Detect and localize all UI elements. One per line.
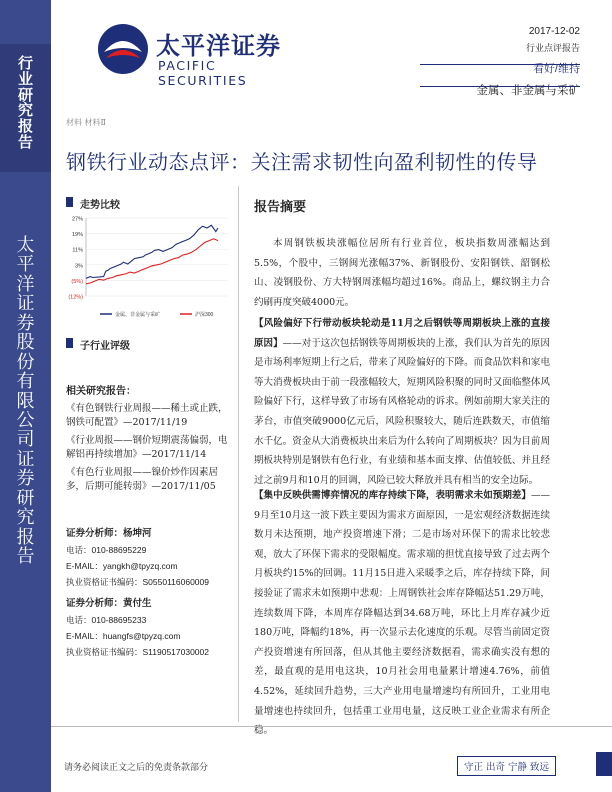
- vertical-char: 司: [16, 429, 35, 451]
- chart-ytick-label: (12%): [68, 294, 83, 301]
- vertical-char: 研: [17, 85, 33, 104]
- vertical-char: 究: [17, 101, 33, 120]
- breadcrumb: 材料 材料Ⅱ: [66, 118, 106, 127]
- related-report-item: 《行业周报——钢价短期震荡偏弱，电解铝再持续增加》—2017/11/14: [66, 435, 228, 460]
- paragraph-2-heading: 【风险偏好下行带动板块轮动是11月之后钢铁等周期板块上涨的直接原因】: [254, 318, 550, 349]
- report-date: 2017-12-02: [528, 26, 580, 37]
- vertical-char: 券: [16, 312, 35, 334]
- footer-disclaimer: 请务必阅读正文之后的免责条款部分: [64, 763, 209, 773]
- vertical-char: 研: [16, 487, 35, 509]
- paragraph-2-body: ——对于这次包括钢铁等周期板块的上涨，我们认为首先的原因是市场利率短期上行之后，带来了风险偏好的下降。而食品饮料和家电等大消费板块由于前一段涨幅较大，短期风险积聚的同时又面临整体风险偏好下行，这样导致了市场有风格轮动的诉求。例如前期大家关注的茅台，市值突破9000亿元后，风险积聚较大，随后连跌数天，市值缩水千亿。资金从大消费板块出来后为什么转向了周期板块？因为目前周期板块特别是钢铁有色行业，有业绩和基本面支撑、估值较低、并且经过之前9月和10月的回调，风险已较大释放并具有相当的安全边际。: [254, 337, 550, 486]
- footer-divider: [51, 726, 612, 727]
- vertical-char: 份: [16, 351, 35, 373]
- report-meta: [477, 26, 581, 98]
- vertical-char: 告: [16, 546, 35, 567]
- vertical-char: 报: [17, 117, 33, 135]
- chart-ytick-label: 27%: [71, 216, 83, 223]
- analyst-name: 证券分析师：黄付生: [66, 598, 152, 609]
- vertical-char: 告: [17, 132, 33, 151]
- analyst-block: [66, 596, 236, 660]
- vertical-char: 券: [16, 468, 35, 490]
- vertical-char: 究: [16, 507, 35, 529]
- vertical-char: 平: [16, 254, 35, 276]
- vertical-char: 洋: [16, 273, 35, 295]
- trend-label: 走势比较: [80, 200, 120, 211]
- analyst-name: 证券分析师：杨坤河: [66, 528, 152, 539]
- logo-emblem-icon: [96, 22, 150, 76]
- paragraph-3-heading: 【集中反映供需博弈情况的库存持续下降，表明需求未如预期差】: [254, 490, 531, 501]
- vertical-char: 有: [16, 371, 35, 393]
- chart-series-line: [86, 225, 218, 278]
- report-type: 行业点评报告: [525, 43, 580, 53]
- sidebar-report-category: [0, 56, 51, 151]
- analyst-cert: 执业资格证书编码：S0550116060009: [66, 577, 209, 587]
- analyst-email: E-MAIL：huangfs@tpyzq.com: [66, 631, 181, 641]
- vertical-char: 公: [16, 409, 35, 431]
- logo-english-name: PACIFIC SECURITIES: [158, 58, 248, 88]
- chart-legend-label: 金属、非金属与采矿: [115, 312, 161, 318]
- footer-badge: [596, 752, 612, 776]
- summary-paragraph-1: 本周钢铁板块涨幅位居所有行业首位，板块指数周涨幅达到5.5%，个股中，三钢闽光涨幅37%、新钢股份、安阳钢铁、韶钢松山、凌钢股份、方大特钢周涨幅均超过16%。商品上，螺纹钢主力合约刷再度突破4000元。: [254, 238, 550, 308]
- related-reports-heading: 相关研究报告：: [66, 386, 136, 397]
- vertical-char: 股: [16, 332, 35, 354]
- chart-ytick-label: 3%: [75, 263, 83, 270]
- logo-chinese-name: 太平洋证券: [156, 32, 281, 60]
- chart-ytick-label: 19%: [71, 232, 83, 239]
- analyst-block: [66, 526, 236, 590]
- analyst-cert: 执业资格证书编码：S1190517030002: [66, 647, 209, 657]
- vertical-char: 限: [16, 390, 35, 412]
- chart-ytick-label: (5%): [71, 278, 83, 285]
- trend-chart: [64, 212, 232, 324]
- company-logo: [96, 20, 296, 88]
- related-report-item: 《有色钢铁行业周报——稀土或止跌，钢铁可配置》—2017/11/19: [66, 403, 228, 428]
- left-sidebar: [0, 0, 51, 792]
- vertical-char: 报: [16, 526, 35, 548]
- page-title: 钢铁行业动态点评：关注需求韧性向盈利韧性的传导: [66, 150, 538, 174]
- analyst-phone: 电话：010-88695229: [66, 545, 147, 555]
- chart-series-line: [86, 239, 218, 284]
- industry-rating: 看好/维持: [532, 63, 580, 75]
- paragraph-3-body: ——9月至10月这一波下跌主要因为需求方面原因，一是宏观经济数据连续数月未达预期，地产投资增速下滑；二是市场对环保下的需求比较悲观，放大了环保下需求的受限幅度。需求端的担忧直接导致了过去两个月板块约15%的回调。11月15日进入采暖季之后，库存持续下降，间接验证了需求未如预期中悲观：上周钢铁社会库存降幅达51.29万吨，连续数周下降，本周库存降幅达到34.68万吨，环比上月库存减少近180万吨，降幅约18%，再一次显示去化速度的乐观。尽管当前固定资产投资增速有所回落，但从其他主要经济数据看，需求确实没有想的差，最直观的是用电这块，10月社会用电量累计增速4.76%，前值4.52%，延续回升趋势，三大产业用电量增速均有所回升，工业用电量增速也持续回升，包括重工业用电量，这反映工业企业需求有所企稳。: [254, 490, 550, 737]
- sidebar-company-name: [0, 236, 51, 566]
- chart-legend-label: 沪深300: [195, 312, 214, 318]
- footer-motto: 守正 出奇 宁静 致远: [457, 756, 556, 776]
- vertical-char: 业: [17, 69, 33, 88]
- summary-heading: 报告摘要: [254, 200, 307, 215]
- related-report-item: 《有色行业周报——镍价炒作因素居多，后期可能转弱》—2017/11/05: [66, 467, 219, 492]
- vertical-char: 太: [16, 235, 35, 256]
- industry-sector: 金属、非金属与采矿: [476, 85, 580, 97]
- header-divider-1: [420, 64, 580, 65]
- column-divider: [238, 186, 239, 722]
- related-reports-list: [66, 402, 234, 498]
- analyst-phone: 电话：010-88695233: [66, 615, 147, 625]
- summary-paragraph-2: [254, 314, 550, 490]
- vertical-char: 证: [16, 448, 35, 470]
- section-marker-icon: [66, 197, 73, 207]
- vertical-char: 行: [17, 54, 33, 72]
- vertical-char: 证: [16, 293, 35, 315]
- chart-ytick-label: 11%: [72, 247, 83, 254]
- sub-rating-label: 子行业评级: [80, 341, 130, 352]
- analyst-email: E-MAIL：yangkh@tpyzq.com: [66, 561, 178, 571]
- summary-paragraph-3: [254, 486, 550, 741]
- section-marker-icon: [66, 338, 73, 348]
- header-divider-2: [420, 86, 580, 87]
